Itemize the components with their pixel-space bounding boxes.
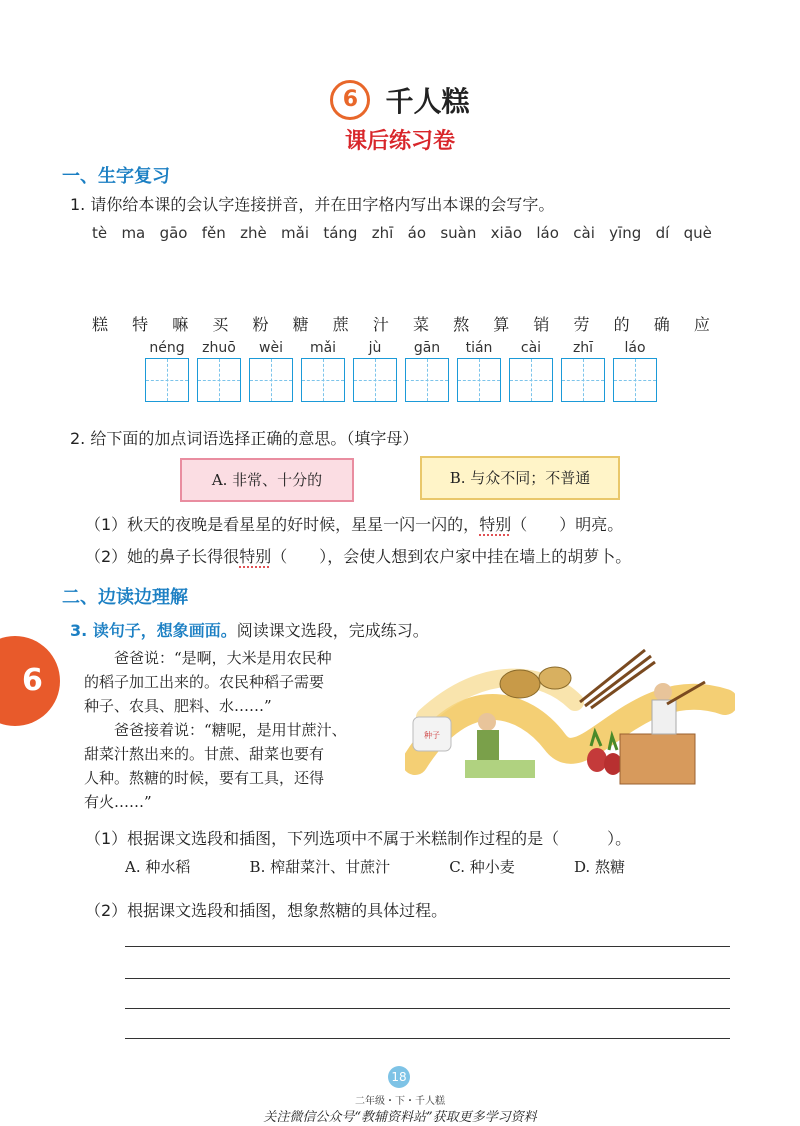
character-item[interactable]: 熬	[453, 315, 470, 334]
character-item[interactable]: 汁	[372, 315, 389, 334]
grid-pinyin: tián	[465, 340, 493, 356]
choice-option[interactable]: B. 榨甜菜汁、甘蔗汁	[249, 858, 391, 876]
character-item[interactable]: 蔗	[332, 315, 349, 334]
pinyin-item[interactable]: áo	[407, 224, 426, 242]
grain-bowl	[539, 667, 571, 689]
tianzige-box[interactable]	[301, 358, 345, 402]
pinyin-item[interactable]: táng	[323, 224, 358, 242]
q3-choices	[125, 856, 625, 877]
character-item[interactable]: 糕	[92, 315, 109, 334]
q1-prompt: 1. 请你给本课的会认字连接拼音，并在田字格内写出本课的会写字。	[70, 195, 555, 214]
pinyin-row	[92, 224, 712, 242]
character-item[interactable]: 的	[613, 315, 630, 334]
lesson-title: 千人糕	[385, 85, 470, 118]
passage-line: 人种。熬糖的时候，要有工具，还得	[84, 769, 325, 787]
q2-prompt: 2. 给下面的加点词语选择正确的意思。（填字母）	[70, 429, 419, 448]
passage-line: 有火……”	[84, 793, 152, 811]
reading-passage	[84, 646, 394, 814]
passage-line: 种子、农具、肥料、水……”	[84, 697, 272, 715]
writing-grid	[145, 338, 657, 402]
grid-pinyin: jù	[368, 340, 382, 356]
grid-cell	[561, 338, 605, 402]
grid-pinyin: zhuō	[202, 340, 236, 356]
passage-line: 甜菜汁熬出来的。甘蔗、甜菜也要有	[84, 745, 325, 763]
pinyin-item[interactable]: tè	[92, 224, 108, 242]
q3-sub1: （1）根据课文选段和插图，下列选项中不属于米糕制作过程的是（ ）。	[85, 829, 632, 848]
tianzige-box[interactable]	[405, 358, 449, 402]
pinyin-item[interactable]: láo	[536, 224, 559, 242]
grid-cell	[613, 338, 657, 402]
tianzige-box[interactable]	[457, 358, 501, 402]
side-tab-number: 6	[22, 663, 43, 698]
character-row	[92, 312, 710, 335]
grid-pinyin: zhī	[572, 340, 594, 356]
character-item[interactable]: 算	[493, 315, 510, 334]
lesson-number-badge: 6	[330, 80, 370, 120]
lesson-header	[0, 80, 800, 120]
grain-basket	[500, 670, 540, 698]
pinyin-item[interactable]: zhī	[371, 224, 394, 242]
pinyin-item[interactable]: ma	[121, 224, 146, 242]
tianzige-box[interactable]	[353, 358, 397, 402]
character-item[interactable]: 嘛	[172, 315, 189, 334]
side-lesson-tab	[0, 636, 60, 726]
page-number: 18	[388, 1066, 410, 1088]
character-item[interactable]: 买	[212, 315, 229, 334]
pinyin-item[interactable]: zhè	[240, 224, 267, 242]
tianzige-box[interactable]	[561, 358, 605, 402]
character-item[interactable]: 粉	[252, 315, 269, 334]
grid-cell	[197, 338, 241, 402]
passage-line: 的稻子加工出来的。农民种稻子需要	[84, 673, 325, 691]
answer-line[interactable]	[125, 1008, 730, 1009]
pinyin-item[interactable]: xiāo	[490, 224, 523, 242]
page-subtitle: 课后练习卷	[344, 129, 455, 154]
pinyin-item[interactable]: gāo	[159, 224, 188, 242]
q2-item-2-word: 特别	[239, 547, 272, 566]
q2-item-2-before: （2）她的鼻子长得很	[85, 547, 240, 566]
grid-pinyin: gān	[413, 340, 441, 356]
tianzige-box[interactable]	[509, 358, 553, 402]
choice-option[interactable]: A. 种水稻	[125, 858, 191, 876]
answer-line[interactable]	[125, 978, 730, 979]
pinyin-item[interactable]: fěn	[201, 224, 226, 242]
footer-promo: 关注微信公众号“教辅资料站”获取更多学习资料	[263, 1110, 537, 1125]
q2-item-1	[85, 512, 623, 535]
grid-pinyin: cài	[520, 340, 542, 356]
choice-option[interactable]: D. 熬糖	[573, 858, 625, 876]
q3-sub2: （2）根据课文选段和插图，想象熬糖的具体过程。	[85, 901, 448, 920]
grid-cell	[301, 338, 345, 402]
option-b-card: B. 与众不同；不普通	[420, 456, 620, 500]
q2-item-1-after: （ ）明亮。	[511, 515, 624, 534]
grid-cell	[249, 338, 293, 402]
option-a-card: A. 非常、十分的	[180, 458, 354, 502]
grid-pinyin: néng	[149, 340, 185, 356]
q2-item-2-after: （ ），会使人想到农户家中挂在墙上的胡萝卜。	[271, 547, 632, 566]
tianzige-box[interactable]	[249, 358, 293, 402]
grid-pinyin: mǎi	[309, 340, 337, 356]
svg-text:种子: 种子	[424, 731, 440, 740]
choice-option[interactable]: C. 种小麦	[449, 858, 515, 876]
grid-cell	[353, 338, 397, 402]
tianzige-box[interactable]	[197, 358, 241, 402]
pinyin-item[interactable]: dí	[655, 224, 670, 242]
grid-pinyin: láo	[624, 340, 646, 356]
grid-cell	[457, 338, 501, 402]
grid-pinyin: wèi	[259, 340, 283, 356]
q2-item-1-before: （1）秋天的夜晚是看星星的好时候，星星一闪一闪的，	[85, 515, 480, 534]
character-item[interactable]: 糖	[292, 315, 309, 334]
character-item[interactable]: 确	[653, 315, 670, 334]
grid-cell	[145, 338, 189, 402]
grid-cell	[509, 338, 553, 402]
footer-course-label: 二年级・下・千人糕	[355, 1096, 445, 1107]
q2-item-2	[85, 544, 631, 567]
passage-line: 爸爸说：“是啊，大米是用农民种	[84, 649, 332, 667]
answer-line[interactable]	[125, 1038, 730, 1039]
character-item[interactable]: 菜	[413, 315, 430, 334]
pinyin-item[interactable]: suàn	[440, 224, 477, 242]
q3-prompt	[70, 618, 429, 641]
tianzige-box[interactable]	[613, 358, 657, 402]
q3-label: 3. 读句子，想象画面。	[70, 621, 237, 640]
rice-cake-illustration	[405, 642, 735, 800]
tianzige-box[interactable]	[145, 358, 189, 402]
answer-line[interactable]	[125, 946, 730, 947]
character-item[interactable]: 劳	[573, 315, 590, 334]
q3-rest: 阅读课文选段，完成练习。	[236, 621, 429, 640]
character-item[interactable]: 销	[533, 315, 550, 334]
pinyin-item[interactable]: què	[683, 224, 712, 242]
pinyin-item[interactable]: yīng	[609, 224, 642, 242]
pinyin-item[interactable]: cài	[573, 224, 595, 242]
section2-heading: 二、边读边理解	[62, 587, 188, 608]
character-item[interactable]: 应	[693, 315, 710, 334]
section1-heading: 一、生字复习	[62, 166, 170, 187]
pinyin-item[interactable]: mǎi	[281, 224, 310, 242]
passage-line: 爸爸接着说：“糖呢，是用甘蔗汁、	[84, 721, 347, 739]
character-item[interactable]: 特	[132, 315, 149, 334]
q2-item-1-word: 特别	[479, 515, 512, 534]
grid-cell	[405, 338, 449, 402]
